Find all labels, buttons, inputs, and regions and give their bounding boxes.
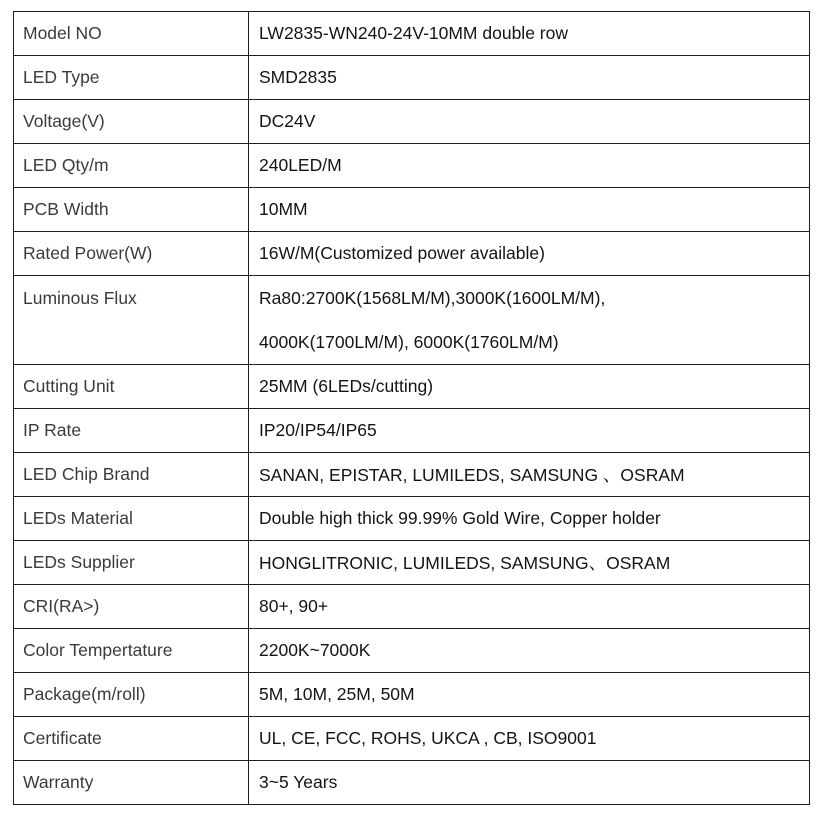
spec-value: 80+, 90+ [249, 585, 810, 629]
table-row-luminous-flux [14, 276, 810, 365]
table-row [14, 12, 810, 56]
table-row [14, 761, 810, 805]
spec-value: 10MM [249, 188, 810, 232]
spec-label: Voltage(V) [14, 100, 249, 144]
spec-label: CRI(RA>) [14, 585, 249, 629]
spec-value: SMD2835 [249, 56, 810, 100]
spec-value: 3~5 Years [249, 761, 810, 805]
spec-label: PCB Width [14, 188, 249, 232]
spec-label: LED Chip Brand [14, 453, 249, 497]
table-row [14, 144, 810, 188]
table-row [14, 497, 810, 541]
spec-value: 25MM (6LEDs/cutting) [249, 365, 810, 409]
spec-value: IP20/IP54/IP65 [249, 409, 810, 453]
spec-label: LED Type [14, 56, 249, 100]
spec-label: Model NO [14, 12, 249, 56]
table-row [14, 409, 810, 453]
spec-value: HONGLITRONIC, LUMILEDS, SAMSUNG、OSRAM [249, 541, 810, 585]
table-row [14, 629, 810, 673]
spec-value: UL, CE, FCC, ROHS, UKCA , CB, ISO9001 [249, 717, 810, 761]
table-row [14, 453, 810, 497]
spec-label: Cutting Unit [14, 365, 249, 409]
spec-value: LW2835-WN240-24V-10MM double row [249, 12, 810, 56]
table-row [14, 673, 810, 717]
table-row [14, 541, 810, 585]
table-row [14, 56, 810, 100]
spec-value: DC24V [249, 100, 810, 144]
spec-value-line-1: Ra80:2700K(1568LM/M),3000K(1600LM/M), [259, 288, 606, 308]
spec-value-line-2: 4000K(1700LM/M), 6000K(1760LM/M) [259, 332, 559, 352]
table-row [14, 188, 810, 232]
table-row [14, 100, 810, 144]
spec-value: 5M, 10M, 25M, 50M [249, 673, 810, 717]
spec-label: Package(m/roll) [14, 673, 249, 717]
spec-value: 2200K~7000K [249, 629, 810, 673]
spec-label: Color Tempertature [14, 629, 249, 673]
spec-label: Luminous Flux [14, 276, 249, 365]
spec-label: LEDs Supplier [14, 541, 249, 585]
table-row [14, 585, 810, 629]
spec-value: SANAN, EPISTAR, LUMILEDS, SAMSUNG 、OSRAM [249, 453, 810, 497]
table-row [14, 365, 810, 409]
spec-value: Double high thick 99.99% Gold Wire, Copper holder [249, 497, 810, 541]
spec-value [249, 276, 810, 365]
spec-label: Rated Power(W) [14, 232, 249, 276]
table-row [14, 717, 810, 761]
table-row [14, 232, 810, 276]
spec-label: IP Rate [14, 409, 249, 453]
spec-label: LEDs Material [14, 497, 249, 541]
spec-label: Certificate [14, 717, 249, 761]
spec-label: Warranty [14, 761, 249, 805]
spec-table [13, 11, 810, 805]
spec-value: 16W/M(Customized power available) [249, 232, 810, 276]
spec-value: 240LED/M [249, 144, 810, 188]
spec-label: LED Qty/m [14, 144, 249, 188]
